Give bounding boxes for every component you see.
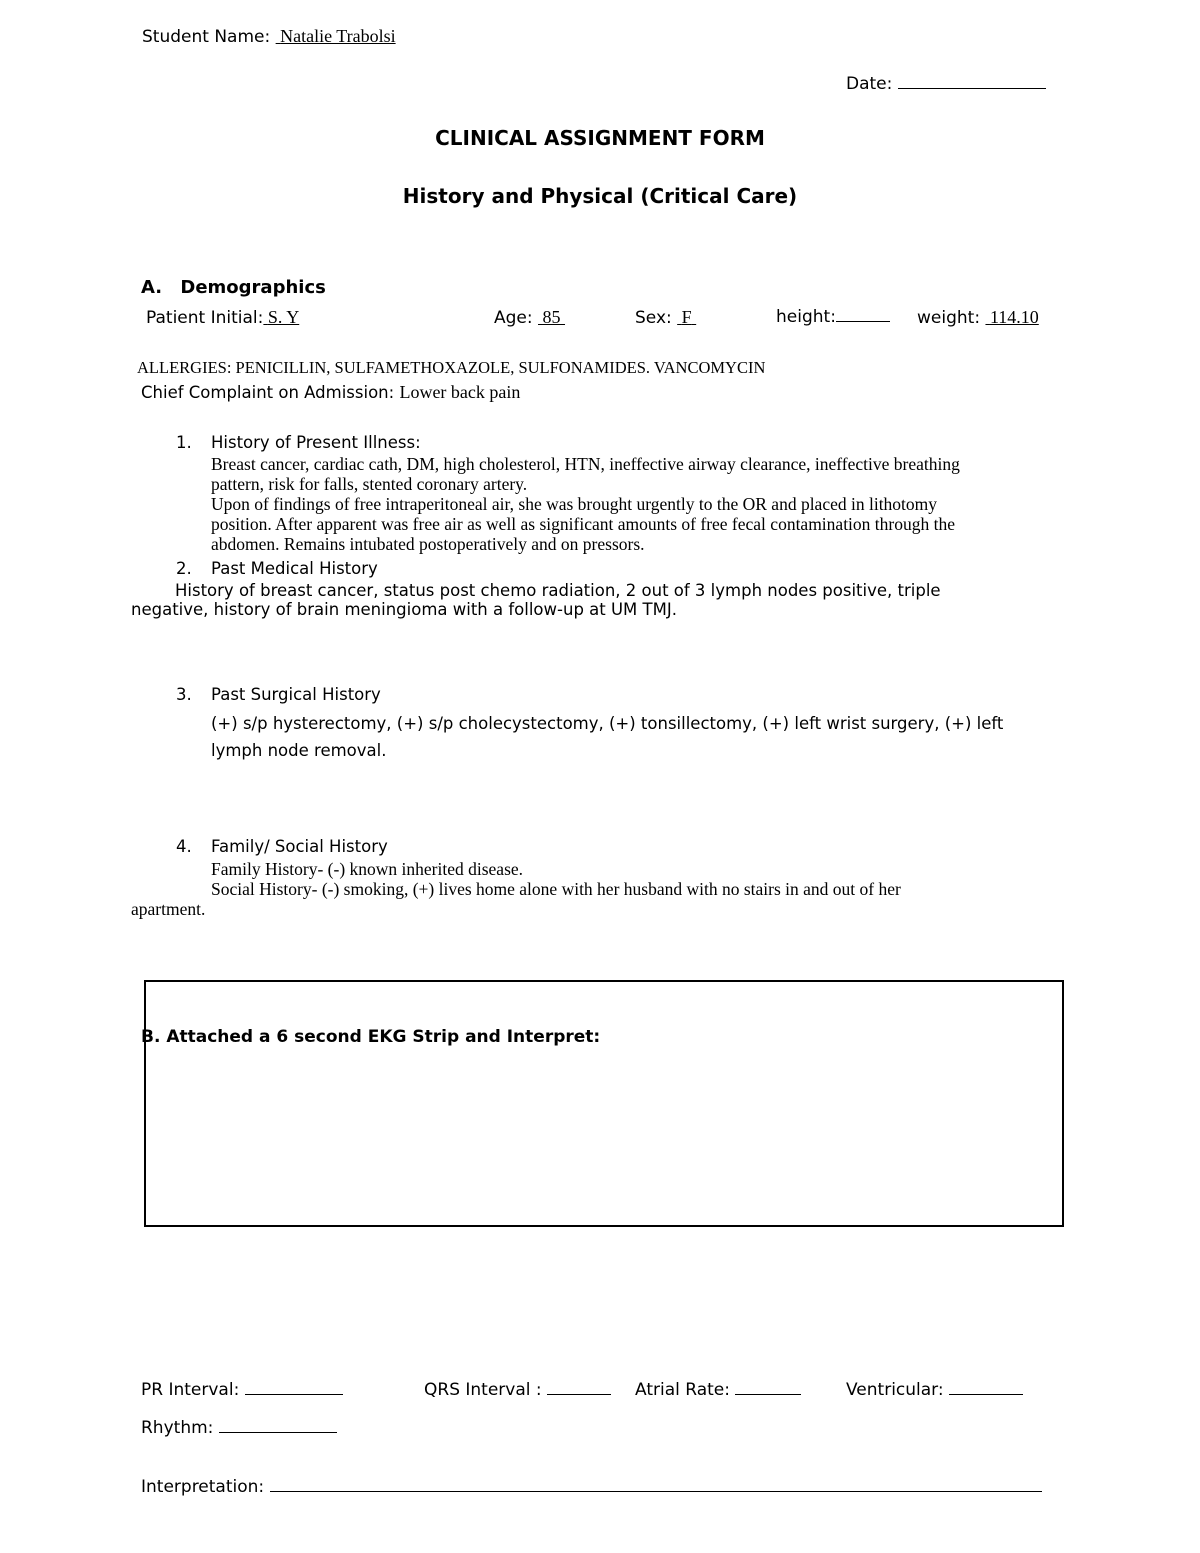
fsh-line: apartment. (131, 899, 206, 919)
age-label: Age: (494, 308, 533, 328)
rhythm-row (141, 1418, 337, 1438)
qrs-interval-row (424, 1380, 611, 1400)
fsh-text (131, 859, 1031, 919)
chief-complaint-label: Chief Complaint on Admission: (141, 383, 395, 402)
age-field[interactable] (538, 307, 565, 327)
patient-initial-value: S. Y (267, 307, 300, 327)
weight-value: 114.10 (989, 307, 1039, 327)
sex-field[interactable] (677, 307, 696, 327)
height-field[interactable] (836, 307, 890, 322)
atrial-rate-field[interactable] (735, 1380, 801, 1395)
chief-complaint-row (141, 382, 520, 403)
qrs-interval-label: QRS Interval : (424, 1380, 542, 1400)
form-title: CLINICAL ASSIGNMENT FORM (435, 126, 765, 150)
allergies-line: ALLERGIES: PENICILLIN, SULFAMETHOXAZOLE, SULFONAMIDES. VANCOMYCIN (137, 358, 766, 377)
psh-heading: Past Surgical History (211, 685, 381, 704)
hpi-line: Breast cancer, cardiac cath, DM, high cholesterol, HTN, ineffective airway clearance, ineffective breathing (211, 454, 960, 474)
demographics-heading (141, 277, 326, 298)
age-row (494, 307, 565, 328)
weight-label: weight: (917, 308, 981, 328)
weight-row (917, 307, 1039, 328)
atrial-rate-row (635, 1380, 801, 1400)
hpi-line: Upon of findings of free intraperitoneal air, she was brought urgently to the OR and placed in lithotomy (211, 494, 938, 514)
student-name-label: Student Name: (142, 27, 271, 47)
hpi-heading: History of Present Illness: (211, 433, 421, 452)
chief-complaint-value: Lower back pain (399, 382, 521, 402)
height-label: height: (776, 307, 836, 327)
demographics-title: Demographics (180, 277, 326, 298)
interpretation-field[interactable] (270, 1477, 1042, 1492)
psh-line: (+) s/p hysterectomy, (+) s/p cholecystectomy, (+) tonsillectomy, (+) left wrist surgery, (+) left (211, 714, 1004, 733)
pr-interval-field[interactable] (245, 1380, 343, 1395)
pmh-line: History of breast cancer, status post chemo radiation, 2 out of 3 lymph nodes positive, triple (175, 581, 941, 600)
hpi-text (211, 454, 1071, 554)
ventricular-label: Ventricular: (846, 1380, 944, 1400)
pr-interval-label: PR Interval: (141, 1380, 240, 1400)
rhythm-field[interactable] (219, 1418, 337, 1433)
pmh-number: 2. (176, 559, 192, 578)
sex-label: Sex: (635, 308, 672, 328)
date-field[interactable] (898, 74, 1046, 89)
sex-row (635, 307, 696, 328)
interpretation-row (141, 1477, 1042, 1497)
ekg-heading: B. Attached a 6 second EKG Strip and Interpret: (141, 1027, 601, 1047)
ekg-strip-box[interactable] (144, 980, 1064, 1227)
psh-text (211, 710, 1061, 764)
fsh-line: Social History- (-) smoking, (+) lives home alone with her husband with no stairs in and out of her (211, 879, 901, 899)
age-value: 85 (542, 307, 561, 327)
pmh-heading: Past Medical History (211, 559, 378, 578)
ventricular-row (846, 1380, 1023, 1400)
hpi-line: pattern, risk for falls, stented coronary artery. (211, 474, 528, 494)
weight-field[interactable] (985, 307, 1038, 327)
ventricular-field[interactable] (949, 1380, 1023, 1395)
pmh-line: negative, history of brain meningioma with a follow-up at UM TMJ. (131, 600, 677, 619)
qrs-interval-field[interactable] (547, 1380, 611, 1395)
psh-line: lymph node removal. (211, 741, 387, 760)
sex-value: F (681, 307, 692, 327)
pr-interval-row (141, 1380, 343, 1400)
hpi-line: position. After apparent was free air as well as significant amounts of free fecal contamination through the (211, 514, 955, 534)
pmh-text (131, 581, 1031, 619)
height-row (776, 307, 890, 327)
form-subtitle: History and Physical (Critical Care) (402, 184, 798, 208)
patient-initial-row (146, 307, 299, 328)
atrial-rate-label: Atrial Rate: (635, 1380, 730, 1400)
psh-number: 3. (176, 685, 192, 704)
hpi-number: 1. (176, 433, 192, 452)
hpi-line: abdomen. Remains intubated postoperatively and on pressors. (211, 534, 645, 554)
fsh-number: 4. (176, 837, 192, 856)
patient-initial-label: Patient Initial: (146, 308, 264, 328)
date-row (846, 74, 1046, 94)
patient-initial-field[interactable] (263, 307, 299, 327)
demographics-letter: A. (141, 277, 163, 298)
fsh-line: Family History- (-) known inherited disease. (211, 859, 524, 879)
interpretation-label: Interpretation: (141, 1477, 265, 1497)
student-name-field[interactable] (276, 26, 680, 47)
fsh-heading: Family/ Social History (211, 837, 388, 856)
rhythm-label: Rhythm: (141, 1418, 214, 1438)
date-label: Date: (846, 74, 893, 94)
student-name-value: Natalie Trabolsi (280, 26, 396, 46)
student-name-row (142, 26, 680, 47)
